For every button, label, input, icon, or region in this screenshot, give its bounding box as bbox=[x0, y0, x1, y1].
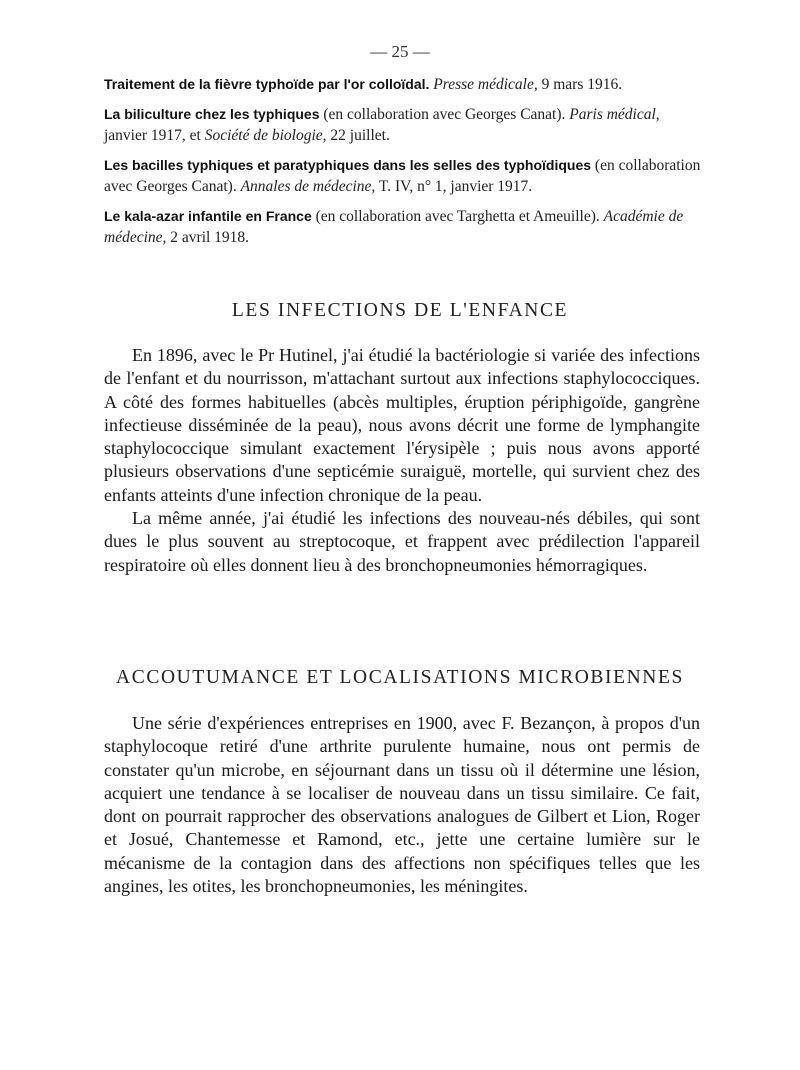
reference-detail: 2 avril 1918. bbox=[166, 229, 250, 246]
paragraph: En 1896, avec le Pr Hutinel, j'ai étudié la bactériologie si variée des infections de l'enfant et du nourrisson, m'attachant surtout aux infections staphylococciques. A côté des formes habituelles (abcès multiples, éruption périphigoïde, gangrène infectieuse disséminée de la peau), nous avons décrit une forme de lymphangite staphylococcique simulant exactement l'érysipèle ; puis nous avons apporté plusieurs observations d'une septicémie suraiguë, mortelle, qui survient chez des enfants atteints d'une infection chronique de la peau. bbox=[104, 345, 700, 505]
reference-list bbox=[104, 74, 704, 257]
reference-title: Traitement de la fièvre typhoïde par l'or colloïdal. bbox=[104, 76, 430, 92]
paragraph: Une série d'expériences entreprises en 1900, avec F. Bezançon, à propos d'un staphylocoque retiré d'une arthrite purulente humaine, nous ont permis de constater qu'un microbe, en séjournant dans un tissu où il détermine une lésion, acquiert une tendance à se localiser de nouveau dans un tissu similaire. Ce fait, dont on pourrait rapprocher des observations analogues de Gilbert et Lion, Roger et Josué, Chantemesse et Ramond, etc., jette une certaine lumière sur le mécanisme de la contagion dans des affections non spécifiques telles que les angines, les otites, les bronchopneumonies, les méningites. bbox=[104, 713, 700, 897]
section-title-accoutumance: ACCOUTUMANCE ET LOCALISATIONS MICROBIENNES bbox=[116, 667, 684, 688]
section-body-infections bbox=[104, 344, 700, 577]
reference-item bbox=[104, 206, 704, 248]
reference-detail: Annales de médecine, bbox=[240, 178, 376, 195]
reference-detail: Presse médicale, bbox=[433, 76, 538, 93]
reference-item bbox=[104, 74, 704, 95]
reference-item bbox=[104, 104, 704, 146]
page-number: — 25 — bbox=[370, 42, 430, 61]
reference-detail: Académie de médecine, bbox=[104, 208, 684, 246]
reference-detail: janvier 1917, et bbox=[104, 127, 205, 144]
reference-detail: 22 juillet. bbox=[326, 127, 390, 144]
reference-detail: (en collaboration avec Targhetta et Ameuille). bbox=[311, 208, 604, 225]
section-title-infections: LES INFECTIONS DE L'ENFANCE bbox=[231, 300, 569, 321]
reference-detail: Paris médical, bbox=[569, 106, 660, 123]
reference-title: Le kala-azar infantile en France bbox=[104, 208, 312, 224]
reference-detail: Société de biologie, bbox=[204, 127, 327, 144]
section-body-accoutumance bbox=[104, 712, 700, 898]
reference-detail: (en collaboration avec Georges Canat). bbox=[104, 157, 701, 195]
reference-detail: T. IV, n° 1, janvier 1917. bbox=[375, 178, 533, 195]
reference-detail: 9 mars 1916. bbox=[537, 76, 623, 93]
paragraph: La même année, j'ai étudié les infections des nouveau-nés débiles, qui sont dues le plus souvent au streptocoque, et frappent avec prédilection l'appareil respiratoire où elles donnent lieu à des bronchopneumonies hémorragiques. bbox=[104, 508, 700, 575]
reference-detail: (en collaboration avec Georges Canat). bbox=[319, 106, 570, 123]
reference-item bbox=[104, 155, 704, 197]
reference-title: La biliculture chez les typhiques bbox=[104, 106, 320, 122]
reference-title: Les bacilles typhiques et paratyphiques dans les selles des typhoïdiques bbox=[104, 157, 592, 173]
